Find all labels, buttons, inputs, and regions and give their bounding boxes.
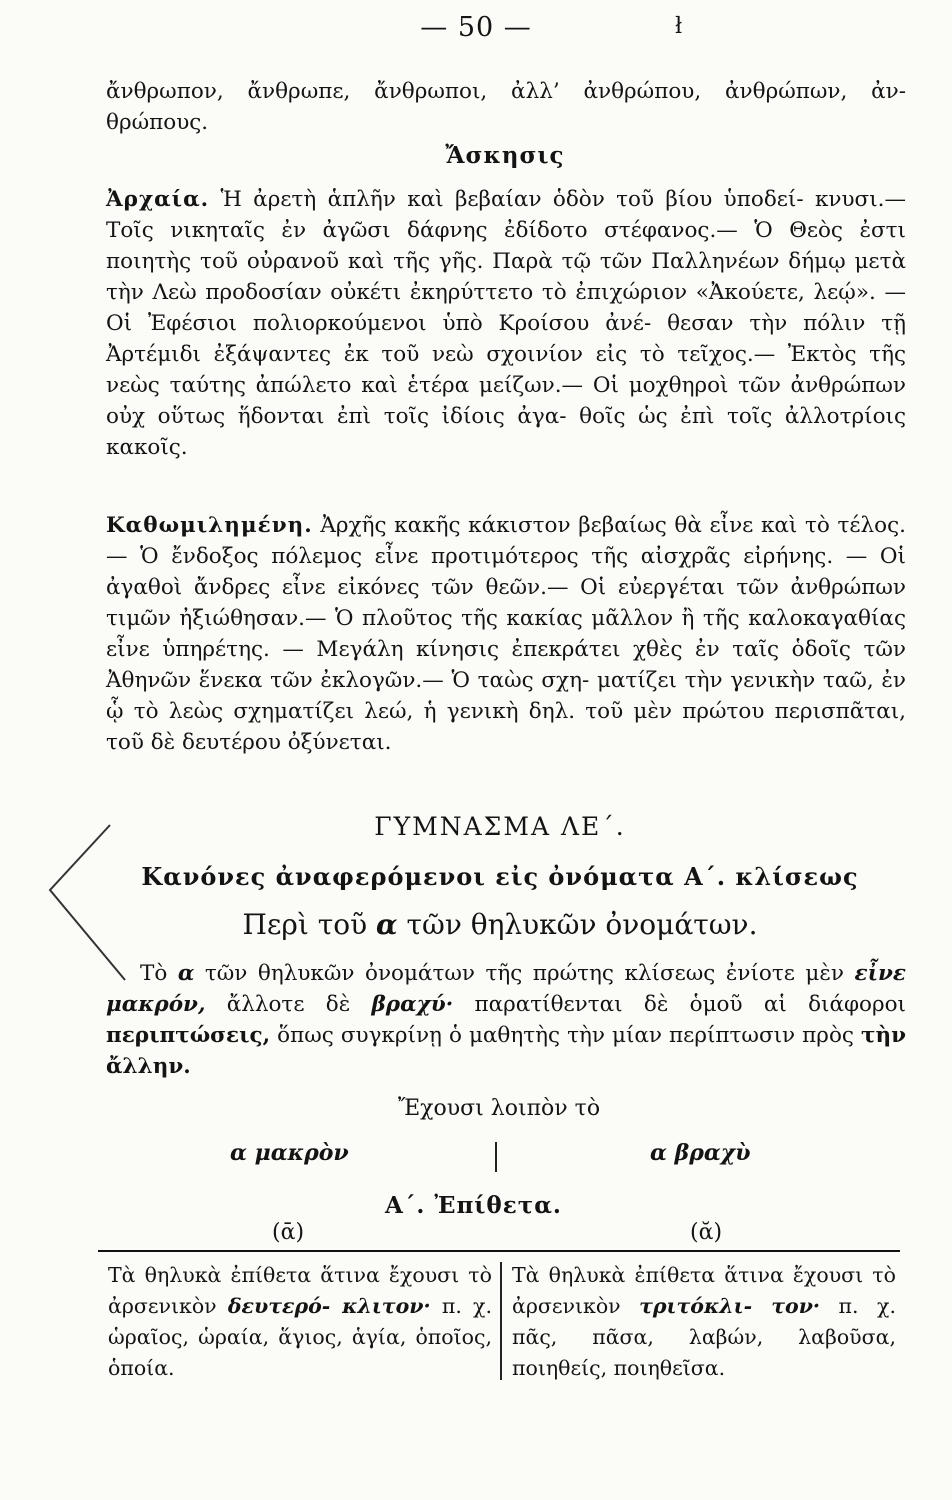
table-rule <box>98 1250 900 1252</box>
rules-heading: Κανόνες ἀναφερόμενοι εἰς ὀνόματα Α΄. κλίσεως <box>141 862 859 891</box>
continuation-paragraph: ἄνθρωπον, ἄνθρωπε, ἄνθρωποι, ἀλλ’ ἀνθρώπου, ἀνθρώπων, ἀν- θρώπους. <box>106 79 906 135</box>
short-cell-term: τριτόκλι- τον· <box>639 1294 821 1318</box>
rule-short: βραχύ· <box>371 992 454 1017</box>
short-alpha-cell <box>512 1260 896 1384</box>
long-alpha-column-heading: α μακρὸν <box>230 1140 349 1166</box>
section-heading-post: τῶν θηλυκῶν ὀνομάτων. <box>397 908 758 941</box>
ancient-exercise-paragraph <box>106 184 906 463</box>
ancient-text: Ἡ ἀρετὴ ἁπλῆν καὶ βεβαίαν ὁδὸν τοῦ βίου ὑποδεί- κνυσι.— Τοῖς νικηταῖς ἐν ἀγῶσι δάφνης ἐδίδοτο στέφανος.— Ὁ Θεὸς ἐστι ποιητὴς τοῦ οὐρανοῦ καὶ τῆς γῆς. Παρὰ τῷ τῶν Παλληνέων δήμῳ μετὰ τὴν Λεὼ προδοσίαν οὐκέτι ἐκηρύττετο τὸ ἐπιχώριον «Ἀκούετε, λεῴ». — Οἱ Ἐφέσιοι πολιορκούμενοι ὑπὸ Κροίσου ἀνέ- θεσαν τὴν πόλιν τῇ Ἀρτέμιδι ἐξάψαντες ἐκ τοῦ νεὼ σχοινίον εἰς τὸ τεῖχος.— Ἐκτὸς τῆς νεὼς ταύτης ἀπώλετο καὶ ἑτέρα μείζων.— Οἱ μοχθηροὶ τῶν ἀνθρώπων οὐχ οὕτως ἥδονται ἐπὶ τοῖς ἰδίοις ἀγα- θοῖς ὡς ἐπὶ τοῖς ἀλλοτρίοις κακοῖς. <box>106 187 906 460</box>
rule-text-3: ἄλλοτε δὲ <box>205 992 372 1017</box>
section-heading-alpha: α <box>376 908 398 941</box>
column-divider-top <box>495 1142 497 1172</box>
long-cell-text-1: Τὰ θηλυκὰ ἐπίθετα ἅτινα ἔχουσι τὸ ἀρσενικὸν <box>108 1263 492 1318</box>
modern-text: Ἀρχῆς κακῆς κάκιστον βεβαίως θὰ εἶνε καὶ τὸ τέλος. — Ὁ ἔνδοξος πόλεμος εἶνε προτιμότερος τῆς αἰσχρᾶς εἰρήνης. — Οἱ ἀγαθοὶ ἄνδρες εἶνε εἰκόνες τῶν θεῶν.— Οἱ εὐεργέται τῶν ἀνθρώπων τιμῶν ἠξιώθησαν.— Ὁ πλοῦτος τῆς κακίας μᾶλλον ἢ τῆς καλοκαγαθίας εἶνε ὑπηρέτης. — Μεγάλη κίνησις ἐπεκράτει χθὲς ἐν ταῖς ὁδοῖς τῶν Ἀθηνῶν ἕνεκα τῶν ἐκλογῶν.— Ὁ ταὼς σχη- ματίζει τὴν γενικὴν ταῶ, ἐν ᾧ τὸ λεὼς σχηματίζει λεώ, ἡ γενικὴ δηλ. τοῦ μὲν πρώτου περισπᾶται, τοῦ δὲ δευτέρου ὀξύνεται. <box>106 513 906 755</box>
corner-mark: ł <box>675 14 683 39</box>
long-cell-term: δευτερό- κλιτον· <box>227 1294 431 1318</box>
long-alpha-cell <box>108 1260 492 1384</box>
rule-text-5: ὅπως συγκρίνῃ ὁ μαθητὴς τὴν μίαν περίπτωσιν πρὸς <box>270 1023 861 1048</box>
exercises-heading: Ἄσκησις <box>445 142 565 169</box>
exousi-line: Ἔχουσι λοιπὸν τὸ <box>398 1096 601 1121</box>
rule-cases: περιπτώσεις, <box>106 1023 271 1048</box>
rule-other: τὴν ἄλλην. <box>106 1023 906 1079</box>
rule-text-4: παρατίθενται δὲ ὁμοῦ αἱ διάφοροι <box>453 992 906 1017</box>
modern-exercise-paragraph <box>106 510 906 758</box>
short-cell-text-2: π. χ. πᾶς, πᾶσα, λαβών, λαβοῦσα, ποιηθείς, ποιηθεῖσα. <box>512 1294 896 1380</box>
rule-alpha: α <box>177 961 195 986</box>
long-cell-text-2: π. χ. ὡραῖος, ὡραία, ἅγιος, ἁγία, ὁποῖος, ὁποία. <box>108 1294 492 1380</box>
adjectives-heading: Α΄. Ἐπίθετα. <box>385 1192 562 1219</box>
section-heading <box>0 908 952 941</box>
short-cell-text-1: Τὰ θηλυκὰ ἐπίθετα ἅτινα ἔχουσι τὸ ἀρσενικὸν <box>512 1263 896 1318</box>
section-heading-pre: Περὶ τοῦ <box>242 908 377 941</box>
long-alpha-symbol: (ᾱ) <box>272 1220 305 1245</box>
page-number: — 50 — <box>420 12 532 43</box>
rule-paragraph <box>106 958 906 1082</box>
short-alpha-symbol: (ᾰ) <box>690 1220 723 1245</box>
gymnasma-heading: ΓΥΜΝΑΣΜΑ ΛΕ΄. <box>374 812 626 841</box>
short-alpha-column-heading: α βραχὺ <box>650 1140 751 1166</box>
rule-text-2: τῶν θηλυκῶν ὀνομάτων τῆς πρώτης κλίσεως ἐνίοτε μὲν <box>194 961 855 986</box>
rule-text-1: Τὸ <box>140 961 178 986</box>
modern-label: Καθωμιλημένη. <box>106 513 313 538</box>
rule-long: εἶνε μακρόν, <box>106 961 906 1017</box>
ancient-label: Ἀρχαία. <box>106 187 210 212</box>
column-divider-bottom <box>500 1262 502 1380</box>
